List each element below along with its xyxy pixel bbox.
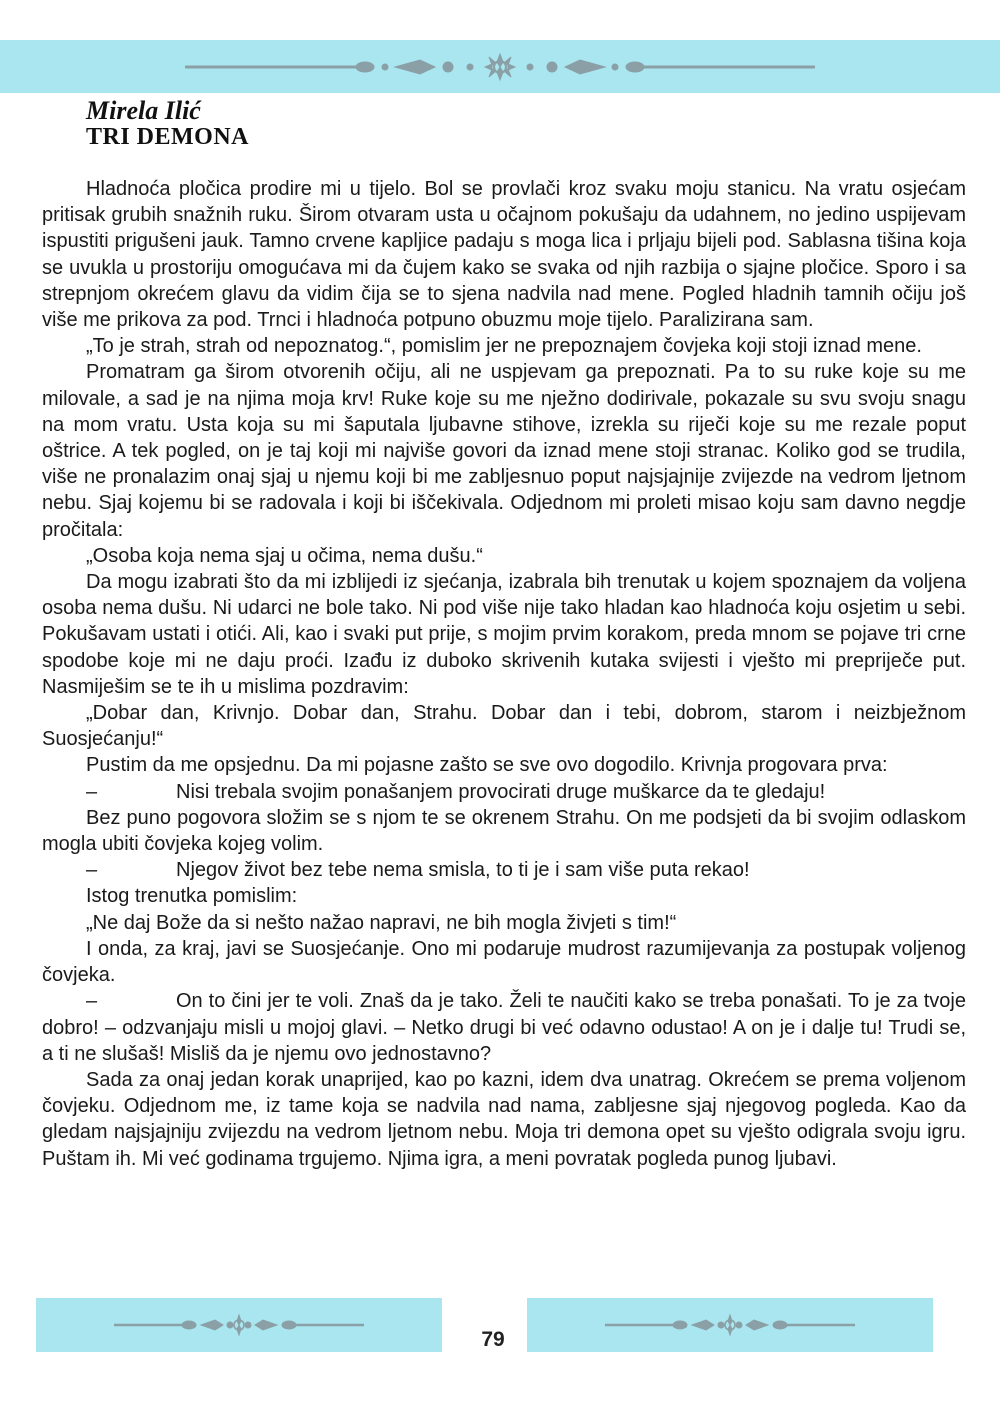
bottom-right-banner (527, 1298, 933, 1352)
paragraph: „Dobar dan, Krivnjo. Dobar dan, Strahu. Dobar dan i tebi, dobrom, starom i neizbježnom Suosjećanju!“ (42, 702, 966, 751)
floral-divider-icon (180, 52, 820, 82)
paragraph: Promatram ga širom otvorenih očiju, ali ne uspjevam ga prepoznati. Pa to su ruke koje su me milovale, a sad je na njima moja krv! Ruke koje su me nježno dodirivale, pokazale su svu svoju snagu na mom vratu. Usta koja su mi šaputala ljubavne stihove, izrekla su riječi koje su me rezale poput oštrice. A tek pogled, on je taj koji mi najviše govori da iznad mene stoji stranac. Koliko god se trudila, više ne pronalazim onaj sjaj u njemu koji bi me zabljesnuo poput najsjajnije zvijezde na vedrom ljetnom nebu. Sjaj kojemu bi se radovala i koji bi iščekivala. Odjednom mi proleti misao koju sam davno negdje pročitala: (42, 361, 966, 541)
article-title: TRI DEMONA (86, 124, 250, 150)
dialogue-line (42, 857, 966, 883)
author-name: Mirela Ilić (86, 96, 201, 125)
paragraph: Pustim da me opsjednu. Da mi pojasne zašto se sve ovo dogodilo. Krivnja progovara prva: (86, 754, 888, 777)
article-body (42, 176, 966, 1172)
paragraph: „Osoba koja nema sjaj u očima, nema dušu.“ (86, 544, 483, 567)
dialogue-dash: – (86, 859, 98, 882)
paragraph: Istog trenutka pomislim: (86, 885, 298, 908)
dialogue-line (42, 988, 966, 1067)
paragraph: Sada za onaj jedan korak unaprijed, kao po kazni, idem dva unatrag. Okrećem se prema voljenom čovjeku. Odjednom me, iz tame koja se nadvila nad nama, zabljesne sjaj njegovog pogleda. Kao da gledam najsjajniju zvijezdu na vedrom ljetnom nebu. Moja tri demona opet su vješto odigrala svoju igru. Puštam ih. Mi već godinama trgujemo. Njima igra, a meni povratak pogleda punog ljubavi. (42, 1068, 966, 1170)
page-number: 79 (481, 1328, 505, 1351)
dialogue-dash: – (86, 990, 98, 1013)
dialogue-line (42, 779, 966, 805)
paragraph: „Ne daj Bože da si nešto nažao napravi, ne bih mogla živjeti s tim!“ (86, 911, 677, 934)
paragraph: Hladnoća pločica prodire mi u tijelo. Bol se provlači kroz svaku moju stanicu. Na vratu osjećam pritisak grubih snažnih ruku. Širom otvaram usta u očajnom pokušaju da udahnem, no jedino uspijevam ispustiti prigušeni jauk. Tamno crvene kapljice padaju s moga lica i prljaju bijeli pod. Sablasna tišina koja se uvukla u prostoriju omogućava mi da čujem kako se svaka od njih razbija o sjajne pločice. Sporo i sa strepnjom okrećem glavu da vidim čija se to sjena nadvila nad mene. Pogled hladnih tamnih očiju još više me prikova za pod. Trnci i hladnoća potpuno obuzmu moje tijelo. Paralizirana sam. (42, 178, 966, 332)
top-banner (0, 40, 1000, 93)
paragraph: I onda, za kraj, javi se Suosjećanje. Ono mi podaruje mudrost razumijevanja za postupak voljenog čovjeka. (42, 937, 966, 987)
floral-divider-icon (600, 1313, 860, 1337)
dialogue-dash: – (86, 780, 98, 803)
dialogue-text: On to čini jer te voli. Znaš da je tako. Želi te naučiti kako se treba ponašati. To je za tvoje dobro! – odzvanjaju misli u mojoj glavi. – Netko drugi bi već odavno odustao! A on je i dalje tu! Trudi se, a ti ne slušaš! Misliš da je njemu ovo jednostavno? (42, 990, 966, 1065)
bottom-left-banner (36, 1298, 442, 1352)
dialogue-text: Nisi trebala svojim ponašanjem provocirati druge muškarce da te gledaju! (176, 780, 826, 803)
dialogue-text: Njegov život bez tebe nema smisla, to ti je i sam više puta rekao! (176, 859, 750, 882)
paragraph: Bez puno pogovora složim se s njom te se okrenem Strahu. On me podsjeti da bi svojim odlaskom mogla ubiti čovjeka kojeg volim. (42, 806, 966, 856)
paragraph: „To je strah, strah od nepoznatog.“, pomislim jer ne prepoznajem čovjeka koji stoji iznad mene. (86, 335, 922, 358)
paragraph: Da mogu izabrati što da mi izblijedi iz sjećanja, izabrala bih trenutak u kojem spoznajem da voljena osoba nema dušu. Ni udarci ne bole tako. Ni pod više nije tako hladan kao hladnoća koju osjetim u sebi. Pokušavam ustati i otići. Ali, kao i svaki put prije, s mojim prvim korakom, preda mnom se pojave tri crne spodobe koje mi ne daju proći. Izađu iz duboko skrivenih kutaka svijesti i vješto mi prepriječe put. Nasmiješim se te ih u mislima pozdravim: (42, 571, 966, 698)
floral-divider-icon (109, 1313, 369, 1337)
